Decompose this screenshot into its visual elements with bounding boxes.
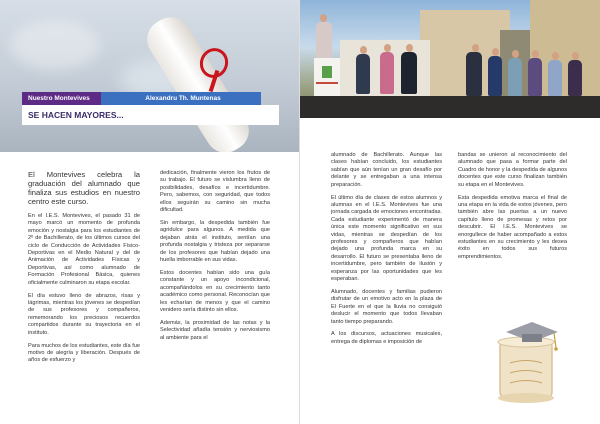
paragraph: bandas se unieron al reconocimiento del alumnado que pasa a formar parte del Cuadro de honor y la despedida de algunos docentes que este curso finalizan también su etapa en el Montevives. (458, 152, 567, 188)
column-4 (458, 152, 567, 267)
column-1 (28, 170, 140, 370)
paragraph: dedicación, finalmente vieron los frutos de su trabajo. El futuro se vislumbra lleno de posibilidades, desafíos e incertidumbre. Pero, sabemos, con seguridad, que todos ellos seguirán su camino sin mucha dificultad. (160, 170, 270, 214)
paragraph: Esta despedida emotiva marca el final de una etapa en la vida de estos jóvenes, pero también abre las puertas a un nuevo capítulo lleno de promesas y retos por descubrir. El I.E.S. Montevives se enorgullece de haber acompañado a estos estudiantes en su crecimiento y les desea éxito en todos sus futuros emprendimientos. (458, 194, 567, 260)
paragraph: Estos docentes habían sido una guía constante y un apoyo incondicional, acompañándolos en su crecimiento tanto académico como personal. Reconocían que les echarían de menos y que el camino venidero sería distinto sin ellos. (160, 269, 270, 313)
rolled-diploma-photo (0, 0, 300, 152)
paragraph: Sin embargo, la despedida también fue agridulce para algunos. A medida que dejaban atrás el instituto, sentían una profunda nostalgia y tristeza por separarse de los profesores que habían dejado una huella imborrable en sus vidas. (160, 219, 270, 263)
author-name: Alexandru Th. Muntenas (145, 95, 221, 102)
paragraph: Además, la proximidad de las notas y la Selectividad añadía tensión y nerviosismo al ambiente para el (160, 319, 270, 341)
paragraph: A los discursos, actuaciones musicales, entrega de diplomas e imposición de (331, 331, 442, 345)
paragraph: Para muchos de los estudiantes, este día fue motivo de alegría y liberación. Después de años de esfuerzo y (28, 342, 140, 364)
paragraph: alumnado de Bachillerato. Aunque las clases habían concluido, los estudiantes sabían que aún tenían un gran desafío por delante y se entregaban a una intensa preparación. (331, 152, 442, 188)
diploma-cap-icon (488, 318, 566, 404)
paragraph: En el I.E.S. Montevives, el pasado 31 de mayo marcó un momento de profunda emoción y nostalgia para los estudiantes de 2º de Bachillerato, de los últimos cursos del ciclo de Conducción de Actividades Físico-Deportivas en el Medio Natural y del de Animación de Actividades Físicas y Deportivas, así como alumnado de Formación Profesional Básica, quienes oficialmente culminaron su etapa escolar. (28, 213, 140, 286)
article-title: SE HACEN MAYORES... (28, 110, 124, 120)
title-box (22, 105, 279, 125)
column-3 (331, 152, 442, 352)
graduation-ceremony-photo (300, 0, 600, 118)
paragraph: Alumnado, docentes y familias pudieron disfrutar de un emotivo acto en la plaza de El Fuerte en el que la lluvia no consiguió deslucir el momento que todos llevaban tanto tiempo preparando. (331, 288, 442, 325)
lead-paragraph: El Montevives celebra la graduación del alumnado que finaliza sus estudios en nuestro centro este curso. (28, 170, 140, 206)
section-tag: Nuestro Montevives (22, 92, 101, 105)
column-2 (160, 170, 270, 348)
paragraph: El día estuvo lleno de abrazos, risas y lágrimas, mientras los jóvenes se despedían de sus profesores y compañeros, rememorando los preciosos recuerdos compartidos durante su trayectoria en el instituto. (28, 292, 140, 336)
paragraph: El último día de clases de estos alumnos y alumnas en el I.E.S. Montevives fue una jornada cargada de emociones encontradas. Cada estudiante experimentó de manera única este momento significativo en sus vidas, mientras se despedían de los profesores y compañeros que habían dejado una profunda marca en su desarrollo. El futuro se presentaba lleno de incertidumbre, pero también de ilusión y esperanza por las oportunidades que les esperaban. (331, 194, 442, 282)
